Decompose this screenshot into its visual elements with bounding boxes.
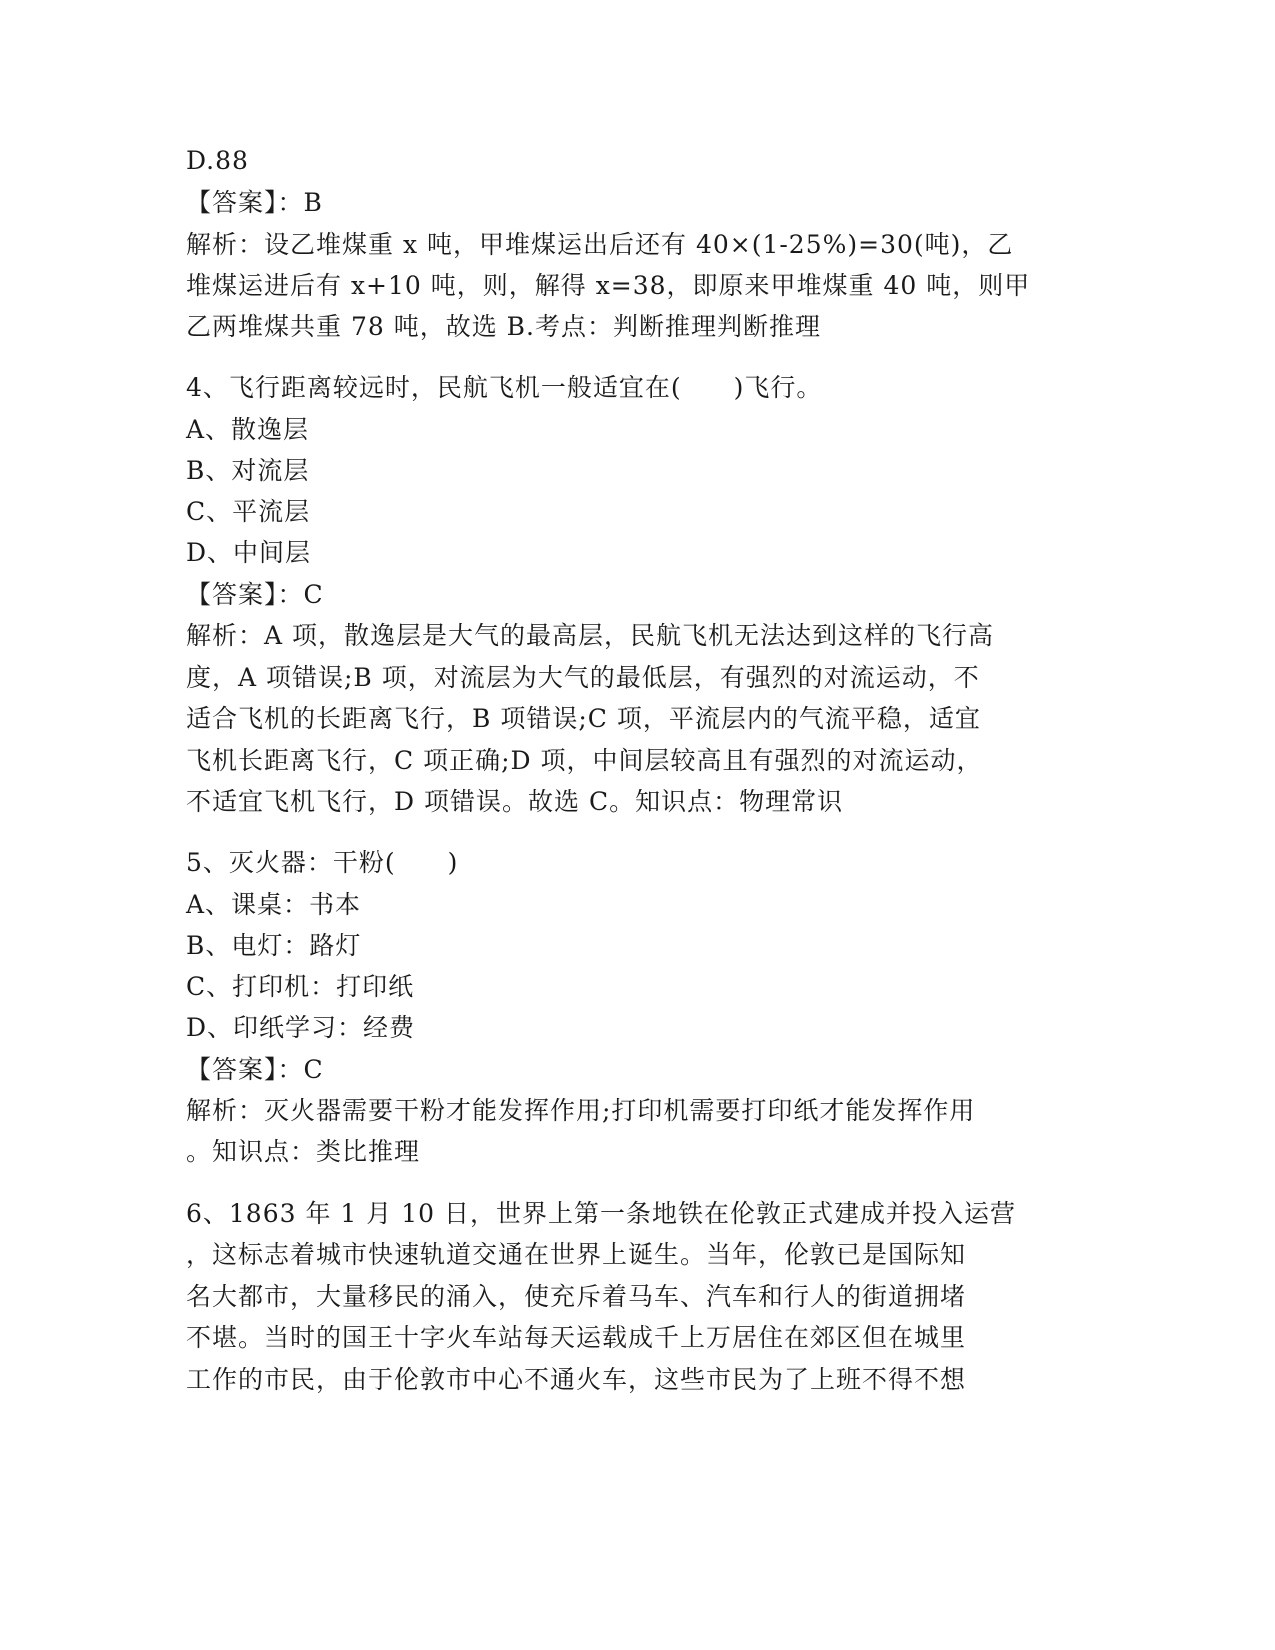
q5-option-c: C、打印机：打印纸 xyxy=(186,972,415,1001)
q3-analysis-line: 堆煤运进后有 x+10 吨，则，解得 x=38，即原来甲堆煤重 40 吨，则甲 xyxy=(186,271,1031,300)
q5-option-d: D、印纸学习：经费 xyxy=(186,1013,416,1042)
q4-option-d: D、中间层 xyxy=(186,538,312,567)
q4-analysis-line: 解析：A 项，散逸层是大气的最高层，民航飞机无法达到这样的飞行高 xyxy=(186,621,995,650)
q3-analysis-line: 乙两堆煤共重 78 吨，故选 B.考点：判断推理判断推理 xyxy=(186,312,821,341)
q4-option-a: A、散逸层 xyxy=(186,415,310,444)
q3-answer: 【答案】：B xyxy=(186,188,323,217)
q4-option-c: C、平流层 xyxy=(186,497,311,526)
q6-question-line: 工作的市民，由于伦敦市中心不通火车，这些市民为了上班不得不想 xyxy=(186,1365,967,1394)
q6-question-line: 6、1863 年 1 月 10 日，世界上第一条地铁在伦敦正式建成并投入运营 xyxy=(186,1199,1016,1228)
q5-question: 5、灭火器：干粉( ) xyxy=(186,848,459,877)
q5-analysis-line: 。知识点：类比推理 xyxy=(186,1137,421,1166)
q3-option-d: D.88 xyxy=(186,146,249,175)
q6-question-line: 不堪。当时的国王十字火车站每天运载成千上万居住在郊区但在城里 xyxy=(186,1323,967,1352)
q3-analysis-line: 解析：设乙堆煤重 x 吨，甲堆煤运出后还有 40×(1-25%)=30(吨)，乙 xyxy=(186,230,1014,259)
q5-analysis-line: 解析：灭火器需要干粉才能发挥作用;打印机需要打印纸才能发挥作用 xyxy=(186,1096,976,1125)
q5-option-b: B、电灯：路灯 xyxy=(186,931,362,960)
q4-analysis-line: 度，A 项错误;B 项，对流层为大气的最低层，有强烈的对流运动，不 xyxy=(186,663,980,692)
q5-answer: 【答案】：C xyxy=(186,1055,324,1084)
q5-option-a: A、课桌：书本 xyxy=(186,890,362,919)
q4-analysis-line: 飞机长距离飞行，C 项正确;D 项，中间层较高且有强烈的对流运动， xyxy=(186,746,983,775)
q4-option-b: B、对流层 xyxy=(186,456,310,485)
q6-question-line: ，这标志着城市快速轨道交通在世界上诞生。当年，伦敦已是国际知 xyxy=(186,1240,967,1269)
q4-analysis-line: 适合飞机的长距离飞行，B 项错误;C 项，平流层内的气流平稳，适宜 xyxy=(186,704,981,733)
q4-answer: 【答案】：C xyxy=(186,580,324,609)
q6-question-line: 名大都市，大量移民的涌入，使充斥着马车、汽车和行人的街道拥堵 xyxy=(186,1282,967,1311)
q4-analysis-line: 不适宜飞机飞行，D 项错误。故选 C。知识点：物理常识 xyxy=(186,787,844,816)
q4-question: 4、飞行距离较远时，民航飞机一般适宜在( )飞行。 xyxy=(186,373,823,402)
